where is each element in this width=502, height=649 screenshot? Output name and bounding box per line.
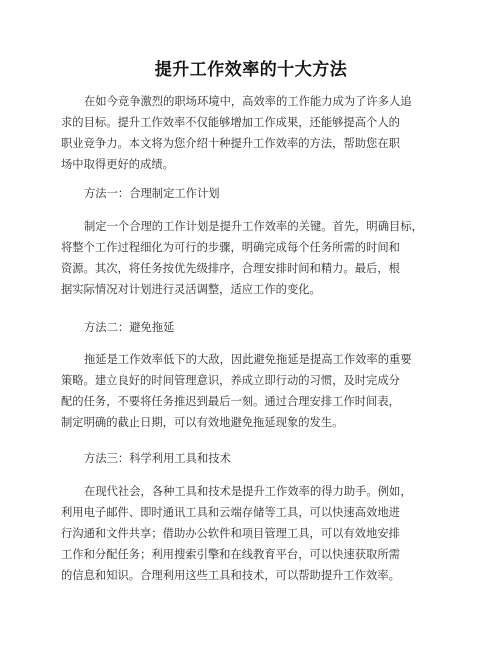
paragraph-line: 配的任务，不要将任务推迟到最后一刻。通过合理安排工作时间表， xyxy=(61,395,400,408)
paragraph-line: 据实际情况对计划进行灵活调整，适应工作的变化。 xyxy=(61,283,321,296)
section-heading-method-1: 方法一：合理制定工作计划 xyxy=(84,187,220,200)
paragraph-line: 利用电子邮件、即时通讯工具和云端存储等工具，可以快速高效地进 xyxy=(61,506,400,519)
paragraph-line: 在现代社会，各种工具和技术是提升工作效率的得力助手。例如， xyxy=(84,485,412,498)
paragraph-line: 行沟通和文件共享；借助办公软件和项目管理工具，可以有效地安排 xyxy=(61,527,400,540)
section-paragraph-method-2 xyxy=(61,349,441,433)
paragraph-line: 场中取得更好的成绩。 xyxy=(61,158,174,171)
section-heading-method-3: 方法三：科学利用工具和技术 xyxy=(84,452,231,465)
paragraph-line: 求的目标。提升工作效率不仅能够增加工作成果，还能够提高个人的 xyxy=(61,116,400,129)
paragraph-line: 拖延是工作效率低下的大敌，因此避免拖延是提高工作效率的重要 xyxy=(84,353,412,366)
paragraph-line: 资源。其次，将任务按优先级排序，合理安排时间和精力。最后，根 xyxy=(61,262,400,275)
paragraph-line: 策略。建立良好的时间管理意识，养成立即行动的习惯，及时完成分 xyxy=(61,374,400,387)
paragraph-line: 制定一个合理的工作计划是提升工作效率的关键。首先，明确目标， xyxy=(84,220,423,233)
paragraph-line: 将整个工作过程细化为可行的步骤，明确完成每个任务所需的时间和 xyxy=(61,241,400,254)
intro-paragraph xyxy=(61,91,441,175)
section-paragraph-method-1 xyxy=(61,216,441,300)
document-title: 提升工作效率的十大方法 xyxy=(154,60,348,80)
section-paragraph-method-3 xyxy=(61,481,441,586)
paragraph-line: 在如今竞争激烈的职场环境中，高效率的工作能力成为了许多人追 xyxy=(84,95,412,108)
section-heading-method-2: 方法二：避免拖延 xyxy=(84,321,175,334)
paragraph-line: 的信息和知识。合理利用这些工具和技术，可以帮助提升工作效率。 xyxy=(61,569,400,582)
paragraph-line: 职业竞争力。本文将为您介绍十种提升工作效率的方法，帮助您在职 xyxy=(61,137,400,150)
paragraph-line: 工作和分配任务；利用搜索引擎和在线教育平台，可以快速获取所需 xyxy=(61,548,400,561)
paragraph-line: 制定明确的截止日期，可以有效地避免拖延现象的发生。 xyxy=(61,416,344,429)
